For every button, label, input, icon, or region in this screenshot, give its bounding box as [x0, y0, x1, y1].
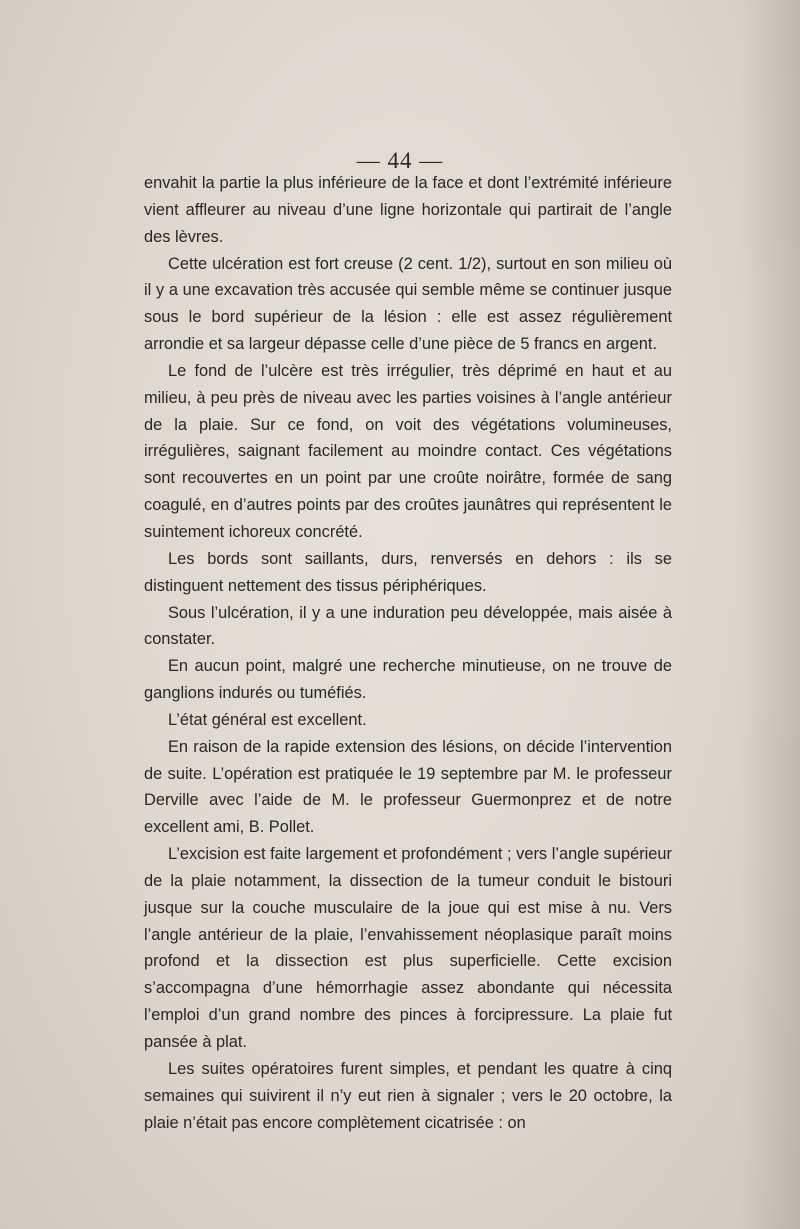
paragraph-ulceration: Cette ulcération est fort creuse (2 cent. 1/2), surtout en son milieu où il y a une excavation très accusée qui semble même se continuer jusque sous le bord supérieur de la lésion : elle est assez régulièrement arrondie et sa largeur dépasse celle d’une pièce de 5 francs en argent.: [144, 254, 672, 354]
page-edge-shadow: [740, 0, 800, 1229]
paragraph-induration: Sous l’ulcération, il y a une induration peu développée, mais aisée à constater.: [144, 603, 672, 649]
paragraph-suites-operatoires: Les suites opératoires furent simples, et pendant les quatre à cinq semaines qui suivirent il n’y eut rien à signaler ; vers le 20 octobre, la plaie n’était pas encore complètement cicatrisée : on: [144, 1059, 672, 1132]
paragraph-etat-general: L’état général est excellent.: [168, 710, 367, 729]
paragraph-intervention: En raison de la rapide extension des lésions, on décide l’intervention de suite. L’opération est pratiquée le 19 septembre par M. le professeur Derville avec l’aide de M. le professeur Guermonprez et de notre excellent ami, B. Pollet.: [144, 737, 672, 837]
page-number: — 44 —: [356, 148, 444, 173]
paragraph-fond-ulcere: Le fond de l’ulcère est très irrégulier, très déprimé en haut et au milieu, à peu près de niveau avec les parties voisines à l’angle antérieur de la plaie. Sur ce fond, on voit des végétations volumineuses, irrégulières, saignant facilement au moindre contact. Ces végétations sont recouvertes en un point par une croûte noirâtre, formée de sang coagulé, en d’autres points par des croûtes jaunâtres qui représentent le suintement ichoreux concrété.: [144, 361, 672, 541]
paragraph-ganglions: En aucun point, malgré une recherche minutieuse, on ne trouve de ganglions indurés ou tuméfiés.: [144, 657, 672, 703]
paragraph-continuation: envahit la partie la plus inférieure de la face et dont l’extrémité inférieure vient affleurer au niveau d’une ligne horizontale qui partirait de l’angle des lèvres.: [144, 174, 672, 246]
paragraph-bords: Les bords sont saillants, durs, renversés en dehors : ils se distinguent nettement des tissus périphériques.: [144, 549, 672, 595]
paragraph-excision: L’excision est faite largement et profondément ; vers l’angle supérieur de la plaie notamment, la dissection de la tumeur conduit le bistouri jusque sur la couche musculaire de la joue qui est mise à nu. Vers l’angle antérieur de la plaie, l’envahissement néoplasique paraît moins profond et la dissection est plus superficielle. Cette excision s’accompagna d’une hémorrhagie assez abondante qui nécessita l’emploi d’un grand nombre des pinces à forcipressure. La plaie fut pansée à plat.: [144, 845, 672, 1051]
body-text: [144, 170, 672, 1136]
